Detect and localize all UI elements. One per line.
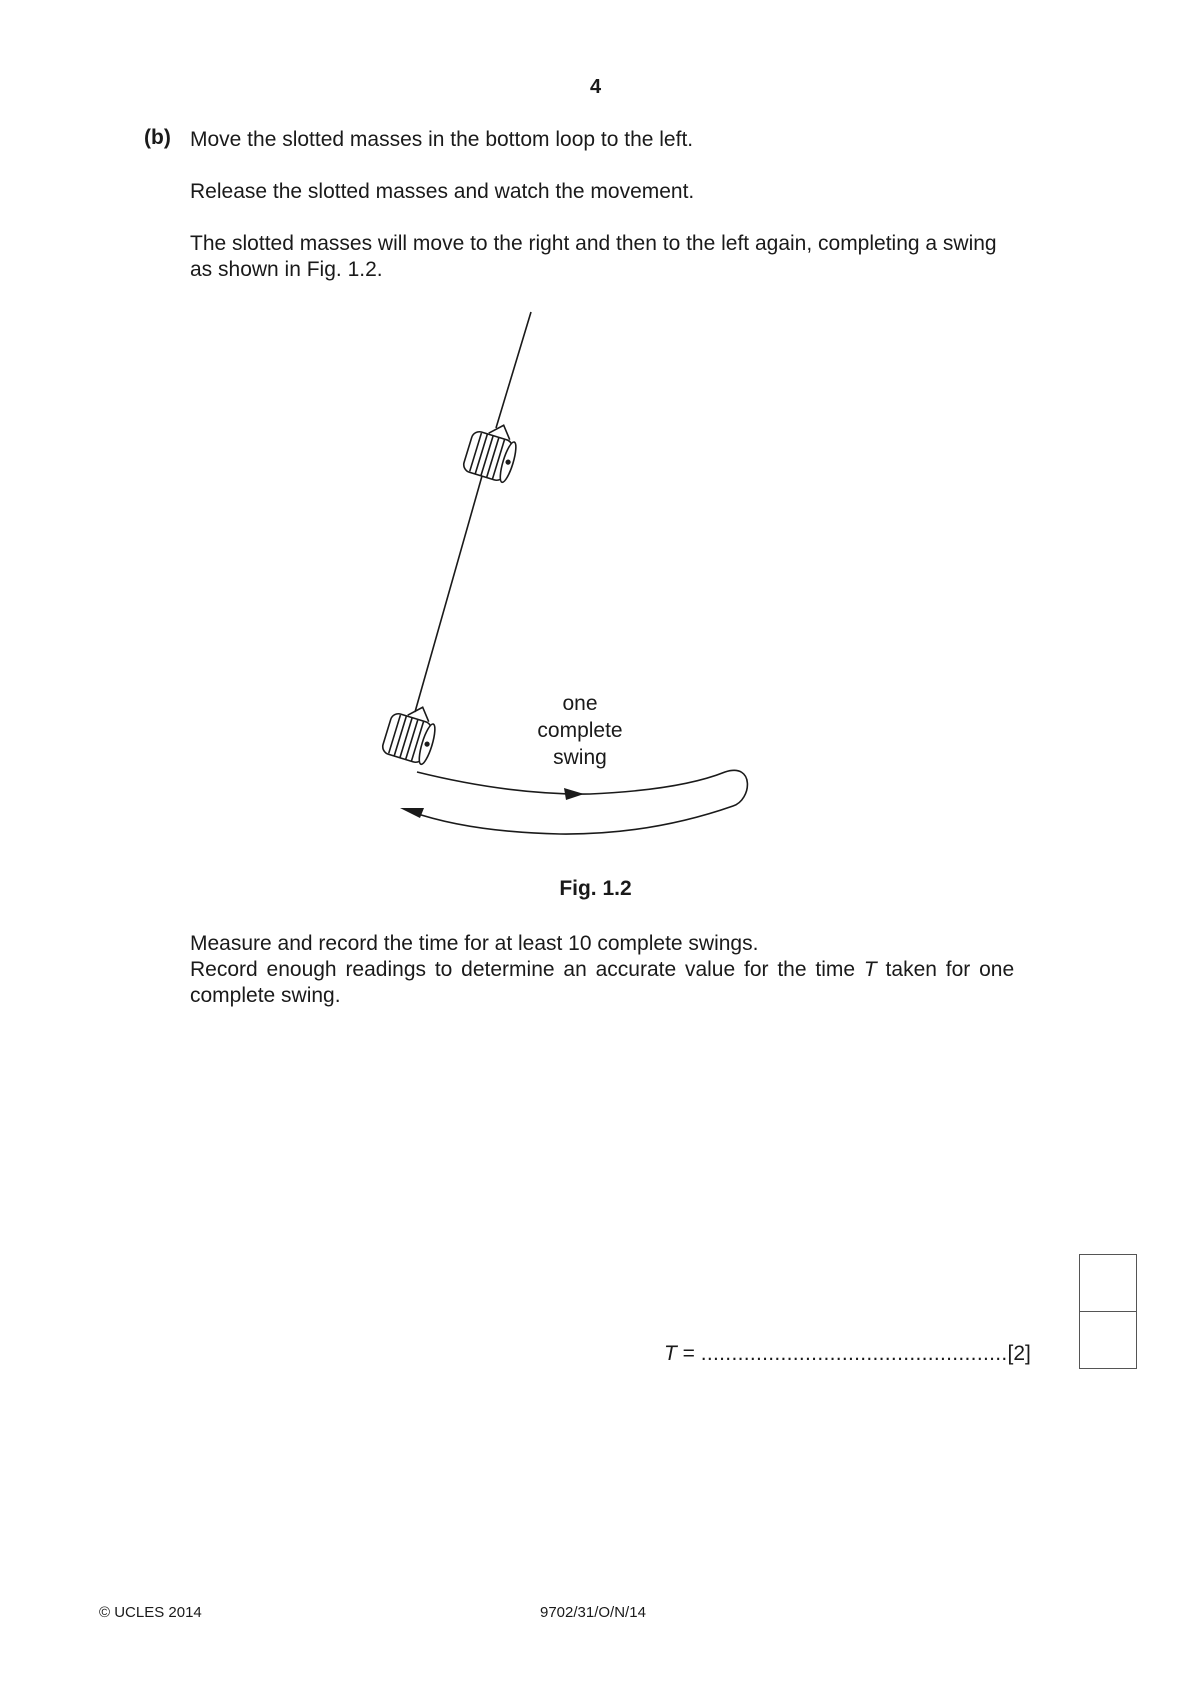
swing-path — [412, 770, 747, 834]
lower-slotted-mass — [381, 699, 442, 765]
instruction-move-masses: Move the slotted masses in the bottom loop to the left. — [190, 128, 694, 151]
arrowhead-right — [564, 788, 584, 800]
upper-string — [496, 312, 531, 428]
task-complete-swing: complete swing. — [190, 984, 341, 1007]
footer-code: 9702/31/O/N/14 — [540, 1604, 646, 1621]
lower-string — [415, 476, 482, 712]
task-record-var: T — [863, 958, 877, 981]
page-number: 4 — [589, 76, 602, 98]
footer-copyright: © UCLES 2014 — [99, 1604, 202, 1621]
swing-label — [500, 690, 660, 771]
instruction-swing-line1: The slotted masses will move to the right and then to the left again, completing a swing — [190, 232, 997, 255]
answer-variable: T — [664, 1342, 677, 1365]
answer-dots[interactable]: .................................................. — [700, 1342, 1008, 1365]
answer-marks: [2] — [1007, 1342, 1031, 1365]
part-label: (b) — [144, 126, 171, 149]
task-record-post: taken for one — [876, 958, 1015, 981]
instruction-swing-line2: as shown in Fig. 1.2. — [190, 258, 383, 281]
upper-slotted-mass — [462, 417, 523, 483]
arrowhead-left — [400, 808, 424, 818]
marks-box-top — [1079, 1254, 1137, 1312]
instruction-release-masses: Release the slotted masses and watch the movement. — [190, 180, 695, 203]
task-measure-line: Measure and record the time for at least 10 complete swings. — [190, 932, 759, 955]
swing-label-line1: one — [562, 692, 598, 715]
swing-label-line2: complete — [537, 719, 623, 742]
answer-equals: = — [676, 1342, 701, 1365]
answer-line — [664, 1342, 1031, 1366]
figure-caption: Fig. 1.2 — [559, 877, 632, 900]
task-record-line — [190, 956, 1041, 983]
swing-label-line3: swing — [553, 746, 607, 769]
marks-box-bottom — [1079, 1311, 1137, 1369]
task-record-pre: Record enough readings to determine an accurate value for the time — [190, 958, 864, 981]
